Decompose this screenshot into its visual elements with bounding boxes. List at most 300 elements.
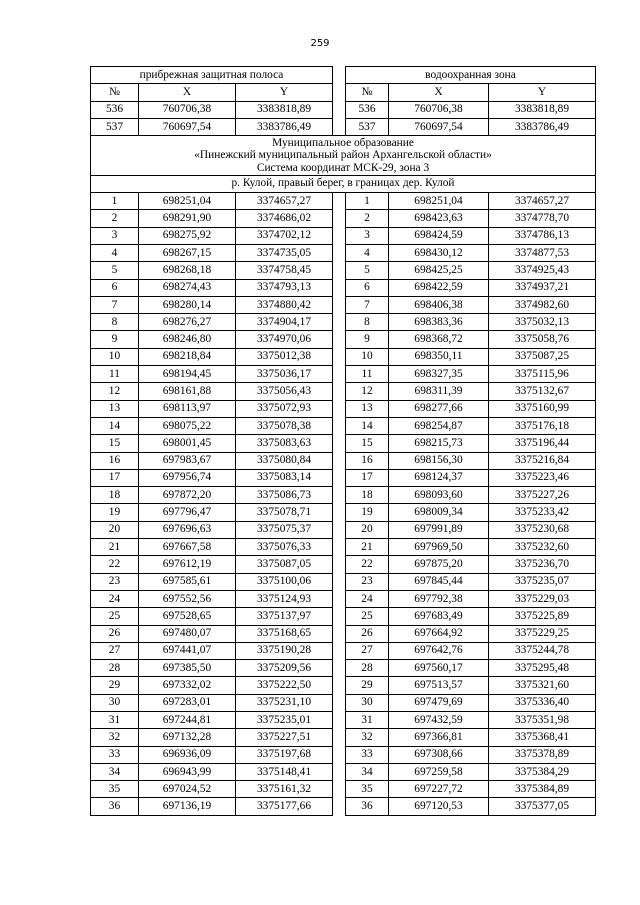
row-num: 10 <box>91 348 139 365</box>
row-x: 697872,20 <box>139 487 236 504</box>
row-x: 698001,45 <box>139 435 236 452</box>
row-x: 698275,92 <box>139 227 236 244</box>
table-row <box>91 798 596 815</box>
row-x2: 697479,69 <box>389 694 489 711</box>
row-num: 6 <box>91 279 139 296</box>
row-y: 3375148,41 <box>236 763 333 780</box>
row-y: 3375231,10 <box>236 694 333 711</box>
row-y2: 3375233,42 <box>489 504 596 521</box>
row-x2: 698327,35 <box>389 366 489 383</box>
gap-cell <box>333 504 346 521</box>
table-row <box>91 348 596 365</box>
row-num: 19 <box>91 504 139 521</box>
row-y: 3374758,45 <box>236 262 333 279</box>
row-y: 3374657,27 <box>236 193 333 210</box>
row-y: 3375124,93 <box>236 590 333 607</box>
row-y2: 3375229,03 <box>489 590 596 607</box>
row-y2: 3375321,60 <box>489 677 596 694</box>
row-y: 3375227,51 <box>236 729 333 746</box>
row-num: 30 <box>91 694 139 711</box>
gap-cell <box>333 573 346 590</box>
row-x2: 698254,87 <box>389 417 489 434</box>
row-num: 1 <box>91 193 139 210</box>
row-num-2: 36 <box>346 798 389 815</box>
row-y2: 3375378,89 <box>489 746 596 763</box>
row-y: 3375235,01 <box>236 712 333 729</box>
gap-cell <box>333 118 346 135</box>
row-x: 697696,63 <box>139 521 236 538</box>
gap-cell <box>333 417 346 434</box>
row-y2: 3374778,70 <box>489 210 596 227</box>
table-title-row <box>91 67 596 84</box>
page-number: 259 <box>310 38 330 49</box>
row-num: 12 <box>91 383 139 400</box>
table-row <box>91 781 596 798</box>
row-num-2: 20 <box>346 521 389 538</box>
row-y2: 3375216,84 <box>489 452 596 469</box>
table-row <box>91 210 596 227</box>
row-y2: 3375229,25 <box>489 625 596 642</box>
gap-cell <box>333 746 346 763</box>
table-row <box>91 118 596 135</box>
gap-cell <box>333 694 346 711</box>
row-num-2: 31 <box>346 712 389 729</box>
left-title: прибрежная защитная полоса <box>91 67 333 84</box>
row-x: 698246,80 <box>139 331 236 348</box>
row-y: 3374880,42 <box>236 296 333 313</box>
table-row <box>91 296 596 313</box>
row-num: 36 <box>91 798 139 815</box>
col-num-header-2: № <box>346 84 389 101</box>
right-title: водоохранная зона <box>346 67 596 84</box>
row-y2: 3375230,68 <box>489 521 596 538</box>
row-y2: 3375368,41 <box>489 729 596 746</box>
gap-cell <box>333 487 346 504</box>
row-num: 8 <box>91 314 139 331</box>
row-num-2: 4 <box>346 244 389 261</box>
row-x2: 698383,36 <box>389 314 489 331</box>
row-y2: 3374925,43 <box>489 262 596 279</box>
row-num-2: 23 <box>346 573 389 590</box>
gap-cell <box>333 366 346 383</box>
row-num-2: 35 <box>346 781 389 798</box>
row-x-2: 760697,54 <box>389 118 489 135</box>
table-row <box>91 573 596 590</box>
table-row <box>91 331 596 348</box>
gap-cell <box>333 590 346 607</box>
row-num-2: 15 <box>346 435 389 452</box>
row-num: 26 <box>91 625 139 642</box>
row-x2: 698093,60 <box>389 487 489 504</box>
gap-cell <box>333 660 346 677</box>
row-num-2: 3 <box>346 227 389 244</box>
row-x2: 697664,92 <box>389 625 489 642</box>
row-y2: 3375087,25 <box>489 348 596 365</box>
row-x: 697956,74 <box>139 469 236 486</box>
table-row <box>91 262 596 279</box>
row-num-2: 29 <box>346 677 389 694</box>
table-row <box>91 435 596 452</box>
row-y2: 3375351,98 <box>489 712 596 729</box>
row-y: 3374686,02 <box>236 210 333 227</box>
row-y: 3375012,38 <box>236 348 333 365</box>
row-num: 29 <box>91 677 139 694</box>
row-num-2: 537 <box>346 118 389 135</box>
row-x: 697332,02 <box>139 677 236 694</box>
row-x2: 698425,25 <box>389 262 489 279</box>
row-x2: 697991,89 <box>389 521 489 538</box>
row-x: 696943,99 <box>139 763 236 780</box>
row-y2: 3375160,99 <box>489 400 596 417</box>
coordinates-table <box>90 66 596 816</box>
row-x: 697480,07 <box>139 625 236 642</box>
table-row <box>91 746 596 763</box>
table-row <box>91 101 596 118</box>
col-y-header-2: Y <box>489 84 596 101</box>
gap-cell <box>333 244 346 261</box>
gap-cell <box>333 521 346 538</box>
row-y: 3374904,17 <box>236 314 333 331</box>
table-row <box>91 314 596 331</box>
row-x2: 697969,50 <box>389 539 489 556</box>
table-row <box>91 366 596 383</box>
row-x2: 698215,73 <box>389 435 489 452</box>
gap-cell <box>333 798 346 815</box>
row-x2: 697308,66 <box>389 746 489 763</box>
gap-cell <box>333 763 346 780</box>
municipality-name: «Пинежский муниципальный район Архангельской области» <box>194 149 492 162</box>
gap-cell <box>333 452 346 469</box>
row-x2: 697875,20 <box>389 556 489 573</box>
row-num: 20 <box>91 521 139 538</box>
row-x: 697132,28 <box>139 729 236 746</box>
table-row <box>91 539 596 556</box>
row-x2: 698156,30 <box>389 452 489 469</box>
row-x2: 697560,17 <box>389 660 489 677</box>
row-y: 3375056,43 <box>236 383 333 400</box>
gap-cell <box>333 712 346 729</box>
row-y2: 3375244,78 <box>489 642 596 659</box>
row-num: 16 <box>91 452 139 469</box>
gap-cell <box>333 608 346 625</box>
row-y2: 3375384,29 <box>489 763 596 780</box>
row-num: 28 <box>91 660 139 677</box>
gap-cell <box>333 677 346 694</box>
row-num: 21 <box>91 539 139 556</box>
row-y2: 3375377,05 <box>489 798 596 815</box>
row-y: 3375075,37 <box>236 521 333 538</box>
row-num: 536 <box>91 101 139 118</box>
row-num: 35 <box>91 781 139 798</box>
row-x2: 697792,38 <box>389 590 489 607</box>
row-y: 3375177,66 <box>236 798 333 815</box>
row-x2: 697259,58 <box>389 763 489 780</box>
row-y: 3375072,93 <box>236 400 333 417</box>
row-y2: 3375384,89 <box>489 781 596 798</box>
row-y: 3375078,71 <box>236 504 333 521</box>
row-x: 698280,14 <box>139 296 236 313</box>
coordinate-system: Система координат МСК-29, зона 3 <box>256 161 430 174</box>
gap-cell <box>333 348 346 365</box>
gap-cell <box>333 296 346 313</box>
row-y: 3374970,06 <box>236 331 333 348</box>
gap-cell <box>333 781 346 798</box>
row-num: 15 <box>91 435 139 452</box>
row-x2: 698430,12 <box>389 244 489 261</box>
table-row <box>91 417 596 434</box>
row-num-2: 30 <box>346 694 389 711</box>
row-num-2: 14 <box>346 417 389 434</box>
gap-cell <box>333 279 346 296</box>
row-y: 3375161,32 <box>236 781 333 798</box>
table-row <box>91 608 596 625</box>
table-row <box>91 642 596 659</box>
table-row <box>91 227 596 244</box>
row-num-2: 8 <box>346 314 389 331</box>
row-x: 698113,97 <box>139 400 236 417</box>
row-y: 3375222,50 <box>236 677 333 694</box>
row-y: 3375080,84 <box>236 452 333 469</box>
row-y2: 3375232,60 <box>489 539 596 556</box>
row-x2: 698124,37 <box>389 469 489 486</box>
table-row <box>91 244 596 261</box>
row-num: 11 <box>91 366 139 383</box>
row-num-2: 10 <box>346 348 389 365</box>
row-y: 3375190,28 <box>236 642 333 659</box>
gap-cell <box>333 556 346 573</box>
row-num: 27 <box>91 642 139 659</box>
row-num: 17 <box>91 469 139 486</box>
row-y2: 3374786,13 <box>489 227 596 244</box>
row-num: 537 <box>91 118 139 135</box>
row-y: 3375209,56 <box>236 660 333 677</box>
row-x2: 697642,76 <box>389 642 489 659</box>
row-num-2: 27 <box>346 642 389 659</box>
row-y: 3375168,65 <box>236 625 333 642</box>
row-x: 698218,84 <box>139 348 236 365</box>
row-num-2: 1 <box>346 193 389 210</box>
river-header-row <box>91 175 596 192</box>
row-num: 9 <box>91 331 139 348</box>
table-row <box>91 694 596 711</box>
table-row <box>91 193 596 210</box>
row-y: 3383786,49 <box>236 118 333 135</box>
table-row <box>91 625 596 642</box>
row-y2: 3375235,07 <box>489 573 596 590</box>
row-num: 3 <box>91 227 139 244</box>
row-x: 697441,07 <box>139 642 236 659</box>
row-x: 760706,38 <box>139 101 236 118</box>
row-x2: 697227,72 <box>389 781 489 798</box>
row-num: 31 <box>91 712 139 729</box>
table-row <box>91 521 596 538</box>
table-row <box>91 400 596 417</box>
row-num-2: 22 <box>346 556 389 573</box>
table-row <box>91 452 596 469</box>
row-num: 25 <box>91 608 139 625</box>
row-x: 697283,01 <box>139 694 236 711</box>
row-x: 697983,67 <box>139 452 236 469</box>
gap-cell <box>333 383 346 400</box>
row-num-2: 11 <box>346 366 389 383</box>
row-y-2: 3383818,89 <box>489 101 596 118</box>
table-row <box>91 487 596 504</box>
gap-cell <box>333 227 346 244</box>
gap-cell <box>333 331 346 348</box>
table-row <box>91 729 596 746</box>
row-x: 698291,90 <box>139 210 236 227</box>
row-y2: 3375236,70 <box>489 556 596 573</box>
gap-cell <box>333 539 346 556</box>
row-x: 697136,19 <box>139 798 236 815</box>
row-x2: 698423,63 <box>389 210 489 227</box>
col-num-header: № <box>91 84 139 101</box>
gap-cell <box>333 67 346 84</box>
row-y2: 3375032,13 <box>489 314 596 331</box>
row-num-2: 12 <box>346 383 389 400</box>
table-row <box>91 763 596 780</box>
row-y: 3375036,17 <box>236 366 333 383</box>
row-num-2: 18 <box>346 487 389 504</box>
row-x-2: 760706,38 <box>389 101 489 118</box>
row-num-2: 6 <box>346 279 389 296</box>
row-y2: 3374877,53 <box>489 244 596 261</box>
row-x: 698276,27 <box>139 314 236 331</box>
table-row <box>91 556 596 573</box>
row-y2: 3375225,89 <box>489 608 596 625</box>
row-num-2: 25 <box>346 608 389 625</box>
row-x2: 698406,38 <box>389 296 489 313</box>
row-x2: 697366,81 <box>389 729 489 746</box>
gap-cell <box>333 642 346 659</box>
row-x: 697385,50 <box>139 660 236 677</box>
row-num: 24 <box>91 590 139 607</box>
gap-cell <box>333 469 346 486</box>
table-row <box>91 469 596 486</box>
row-x2: 698368,72 <box>389 331 489 348</box>
row-y: 3375197,68 <box>236 746 333 763</box>
row-x2: 697845,44 <box>389 573 489 590</box>
row-x2: 697432,59 <box>389 712 489 729</box>
row-num-2: 9 <box>346 331 389 348</box>
row-y: 3375100,06 <box>236 573 333 590</box>
row-y: 3374702,12 <box>236 227 333 244</box>
row-x2: 697683,49 <box>389 608 489 625</box>
gap-cell <box>333 262 346 279</box>
row-num-2: 2 <box>346 210 389 227</box>
row-y: 3375137,97 <box>236 608 333 625</box>
row-y-2: 3383786,49 <box>489 118 596 135</box>
row-y2: 3374657,27 <box>489 193 596 210</box>
row-num: 7 <box>91 296 139 313</box>
row-x2: 697120,53 <box>389 798 489 815</box>
row-num-2: 16 <box>346 452 389 469</box>
row-x2: 698311,39 <box>389 383 489 400</box>
row-num-2: 32 <box>346 729 389 746</box>
row-x: 697796,47 <box>139 504 236 521</box>
column-header-row <box>91 84 596 101</box>
row-x: 698267,15 <box>139 244 236 261</box>
row-x: 697024,52 <box>139 781 236 798</box>
row-x: 698161,88 <box>139 383 236 400</box>
row-y: 3375087,05 <box>236 556 333 573</box>
gap-cell <box>333 210 346 227</box>
row-x: 698075,22 <box>139 417 236 434</box>
row-x2: 698277,66 <box>389 400 489 417</box>
row-y2: 3375115,96 <box>489 366 596 383</box>
river-header: р. Кулой, правый берег, в границах дер. Кулой <box>91 175 596 192</box>
row-num: 2 <box>91 210 139 227</box>
row-num-2: 24 <box>346 590 389 607</box>
row-y: 3375086,73 <box>236 487 333 504</box>
row-y2: 3374937,21 <box>489 279 596 296</box>
row-num-2: 34 <box>346 763 389 780</box>
col-y-header: Y <box>236 84 333 101</box>
row-num: 34 <box>91 763 139 780</box>
row-num: 14 <box>91 417 139 434</box>
row-num-2: 33 <box>346 746 389 763</box>
row-y2: 3374982,60 <box>489 296 596 313</box>
table-row <box>91 279 596 296</box>
section-header <box>91 136 596 176</box>
row-x2: 698009,34 <box>389 504 489 521</box>
row-num: 22 <box>91 556 139 573</box>
row-y: 3374735,05 <box>236 244 333 261</box>
row-x2: 698251,04 <box>389 193 489 210</box>
table-row <box>91 712 596 729</box>
row-num-2: 536 <box>346 101 389 118</box>
row-x: 760697,54 <box>139 118 236 135</box>
row-num-2: 21 <box>346 539 389 556</box>
row-y: 3375083,63 <box>236 435 333 452</box>
row-num: 4 <box>91 244 139 261</box>
row-num-2: 5 <box>346 262 389 279</box>
row-y: 3383818,89 <box>236 101 333 118</box>
row-num: 18 <box>91 487 139 504</box>
row-y2: 3375223,46 <box>489 469 596 486</box>
row-x: 698251,04 <box>139 193 236 210</box>
gap-cell <box>333 625 346 642</box>
row-num: 5 <box>91 262 139 279</box>
row-x: 697667,58 <box>139 539 236 556</box>
table-row <box>91 504 596 521</box>
row-num: 13 <box>91 400 139 417</box>
row-x: 697552,56 <box>139 590 236 607</box>
row-y2: 3375058,76 <box>489 331 596 348</box>
gap-cell <box>333 101 346 118</box>
row-y2: 3375295,48 <box>489 660 596 677</box>
table-row <box>91 660 596 677</box>
row-num-2: 17 <box>346 469 389 486</box>
row-y2: 3375196,44 <box>489 435 596 452</box>
gap-cell <box>333 193 346 210</box>
table-row <box>91 383 596 400</box>
col-x-header: X <box>139 84 236 101</box>
table-row <box>91 677 596 694</box>
row-x: 698268,18 <box>139 262 236 279</box>
table-row <box>91 590 596 607</box>
gap-cell <box>333 314 346 331</box>
row-num-2: 28 <box>346 660 389 677</box>
row-x: 697244,81 <box>139 712 236 729</box>
row-x2: 698424,59 <box>389 227 489 244</box>
row-y: 3375076,33 <box>236 539 333 556</box>
row-x: 697612,19 <box>139 556 236 573</box>
section-header-row <box>91 136 596 176</box>
gap-cell <box>333 729 346 746</box>
row-num-2: 19 <box>346 504 389 521</box>
row-y2: 3375336,40 <box>489 694 596 711</box>
